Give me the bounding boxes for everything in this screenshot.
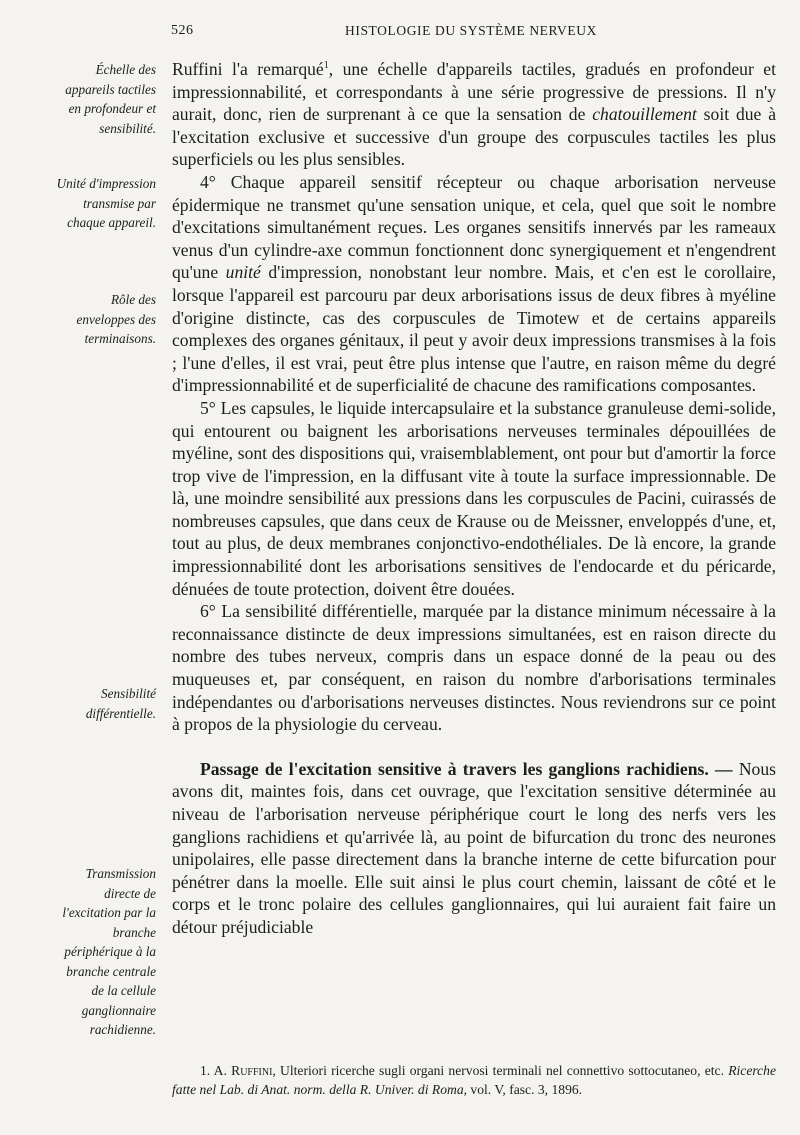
footnote-ref: 1 [323, 60, 329, 72]
paragraph-3: 5° Les capsules, le liquide intercapsulaire et la substance granuleuse demi-solide, qui entourent ou baignent les arborisations nerveuses terminales dépouillées de myéline, sont des dispositions qui, vraisemblablement, ont pour but d'amortir la force trop vive de l'impression, en la diffusant vite à toute la surface impressionnable. De là, une moindre sensibilité aux pressions dans les corpuscules de Pacini, cuirassés de nombreuses capsules, que dans ceux de Krause ou de Meissner, enveloppés d'une, et, tout au plus, de deux membranes conjonctivo-endothéliales. De là encore, la grande impressionnabilité dont les arborisations sensitives de l'endocarde et du péricarde, dénuées de toute protection, doivent être douées. [172, 397, 776, 599]
margin-note-role: Rôle des enveloppes des terminaisons. [76, 292, 156, 346]
paragraph-5: Passage de l'excitation sensitive à travers les ganglions rachidiens. — Nous avons dit, maintes fois, dans cet ouvrage, que l'excitation sensitive déterminée au niveau de l'arborisation nerveuse périphérique court le long des nerfs vers les ganglions rachidiens et qu'arrivée là, au point de bifurcation du tronc des neurones unipolaires, elle passe directement dans la branche interne de cette bifurcation pour pénétrer dans la moelle. Elle suit ainsi le plus court chemin, laissant de côté et le corps et le tronc polaire des cellules ganglionnaires, qui lui auraient fait faire un détour préjudiciable [172, 758, 776, 937]
paragraph-1: Ruffini l'a remarqué$^1$, une échelle d'appareils tactiles, gradués en profondeur et impressionnabilité, et correspondants à une série progressive de pressions. Il n'y aurait, donc, rien de surprenant à ce que la sensation de chatouillement soit due à l'excitation exclusive et successive d'un groupe des corpuscules tactiles les plus superficiels ou les plus sensibles. [172, 59, 777, 170]
margin-note-transmission: Transmission directe de l'excitation par la branche périphérique à la branche centrale de la cellule ganglionnaire rachidienne. [62, 866, 156, 1037]
page-header [0, 14, 800, 44]
paragraph-2: 4° Chaque appareil sensitif récepteur ou chaque arborisation nerveuse épidermique ne transmet qu'une sensation unique, et cela, quel que soit le nombre d'excitations simultanément reçues. Les organes sensitifs innervés par les rameaux venus d'un cylindre-axe commun fonctionnent donc synergiquement et n'engendrent qu'une unité d'impression, nonobstant leur nombre. Mais, et c'en est le corollaire, lorsque l'appareil est parcouru par deux arborisations issus de deux fibres à myéline d'origine distincte, cas des corpuscules de Timotew et de certains appareils complexes des organes génitaux, il peut y avoir deux impressions transmises à la fois ; l'une d'elles, il est vrai, peut être plus intense que l'autre, en raison même du degré d'impressionnabilité et de superficialité de chacune des ramifications composantes. [172, 171, 776, 396]
margin-note-sensibilite: Sensibilité différentielle. [85, 686, 156, 721]
main-text [172, 58, 776, 939]
footnote: 1. A. Ruffini, Ulteriori ricerche sugli organi nervosi terminali nel connettivo sottocutaneo, etc. Ricerche fatte nel Lab. di Anat. norm. della R. Univer. di Roma, vol. V, fasc. 3, 1896. [172, 1063, 777, 1097]
page-number: 526 [171, 23, 194, 38]
running-title: HISTOLOGIE DU SYSTÈME NERVEUX [345, 23, 597, 38]
section-title: Passage de l'excitation sensitive à travers les ganglions rachidiens. — [200, 758, 733, 779]
footnote-author: Ruffini [231, 1063, 273, 1078]
paragraph-4: 6° La sensibilité différentielle, marquée par la distance minimum nécessaire à la reconnaissance distincte de deux impressions simultanées, est en raison directe du nombre des tubes nerveux, compris dans un espace donné de la peau ou des muqueuses et, par conséquent, en raison du nombre d'arborisations terminales indépendantes ou d'arborisations nerveuses distinctes. Nous reviendrons sur ce point à propos de la physiologie du cerveau. [172, 601, 776, 735]
margin-note-unite: Unité d'impression transmise par chaque appareil. [56, 176, 156, 230]
margin-note-echelle: Échelle des appareils tactiles en profondeur et sensibilité. [65, 62, 156, 136]
